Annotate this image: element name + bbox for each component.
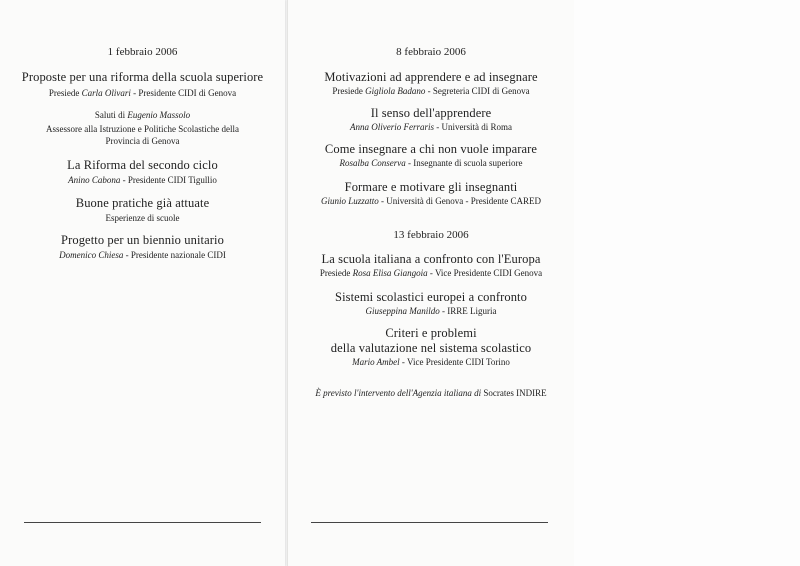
talk-speaker: Domenico Chiesa - Presidente nazionale CIDI [59, 250, 226, 260]
talk-title: Progetto per un biennio unitario [61, 233, 224, 247]
signature-line [311, 522, 548, 523]
talk-title: Come insegnare a chi non vuole imparare [324, 142, 538, 156]
right-page [287, 0, 574, 566]
talk-speaker: Giunio Luzzatto - Università di Genova - Presidente CARED [321, 196, 541, 206]
blank-area [574, 0, 800, 566]
talk-title: Formare e motivare gli insegnanti [344, 180, 518, 194]
session-title: Proposte per una riforma della scuola superiore [21, 70, 264, 84]
talk-speaker: Anino Cabona - Presidente CIDI Tigullio [68, 175, 217, 185]
session-chair: Presiede Gigliola Badano - Segreteria CIDI di Genova [332, 86, 530, 96]
signature-line [24, 522, 261, 523]
session-chair: Presiede Carla Olivari - Presidente CIDI di Genova [48, 88, 237, 98]
session-title: La scuola italiana a confronto con l'Europa [321, 252, 541, 266]
talk-speaker: Anna Oliverio Ferraris - Università di Roma [350, 122, 512, 132]
date-1-febbraio: 1 febbraio 2006 [107, 46, 178, 58]
greetings-role-2: Provincia di Genova [105, 136, 180, 146]
talk-title: Sistemi scolastici europei a confronto [335, 290, 527, 304]
talk-title-cont: della valutazione nel sistema scolastico [330, 341, 532, 355]
talk-speaker: Giuseppina Manildo - IRRE Liguria [365, 306, 497, 316]
indire-note: È previsto l'intervento dell'Agenzia italiana di Socrates INDIRE [315, 388, 547, 398]
talk-speaker: Rosalba Conserva - Insegnante di scuola superiore [339, 158, 523, 168]
date-13-febbraio: 13 febbraio 2006 [393, 229, 469, 241]
talk-title: Il senso dell'apprendere [370, 106, 492, 120]
session-title: Motivazioni ad apprendere e ad insegnare [324, 70, 538, 84]
talk-title: La Riforma del secondo ciclo [67, 158, 218, 172]
talk-speaker: Mario Ambel - Vice Presidente CIDI Torino [352, 357, 510, 367]
talk-title: Criteri e problemi [385, 326, 477, 340]
session-chair: Presiede Rosa Elisa Giangoia - Vice Presidente CIDI Genova [319, 268, 543, 278]
greetings-role-1: Assessore alla Istruzione e Politiche Scolastiche della [46, 124, 239, 134]
left-page [0, 0, 285, 566]
talk-speaker: Esperienze di scuole [105, 213, 180, 223]
greetings-line: Saluti di Eugenio Massolo [94, 110, 191, 120]
talk-title: Buone pratiche già attuate [75, 196, 210, 210]
date-8-febbraio: 8 febbraio 2006 [396, 46, 466, 58]
